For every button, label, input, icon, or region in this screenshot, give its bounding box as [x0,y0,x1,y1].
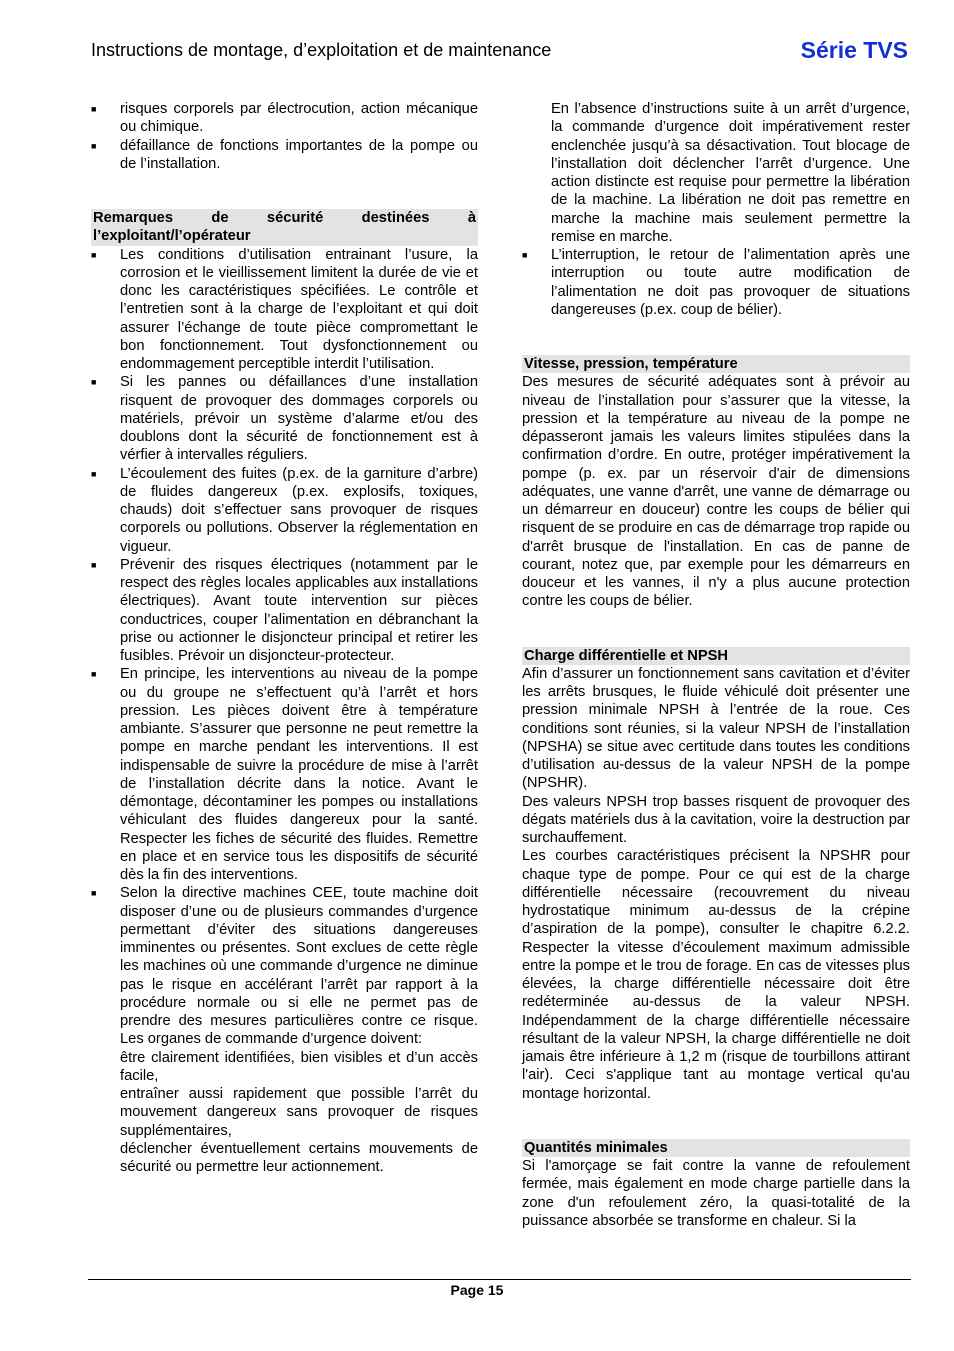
section-heading-speed-pressure: Vitesse, pression, température [522,355,910,373]
section-heading-minimum-flow: Quantités minimales [522,1139,910,1157]
section-heading-npsh: Charge différentielle et NPSH [522,647,910,665]
bullet-square-icon: ■ [91,669,97,680]
list-item: ■ Les conditions d’utilisation entrainant l’usure, la corrosion et le vieillissement limitent la durée de vie et donc les caractéristiques spécifiées. Le contrôle et l’entretien sont à la charge de l’exploitant et qui doit assurer l’échange de toute pièce compromettant le bon fonctionnement. Tout dysfonctionnement ou endommagement perceptible interdit l’utilisation. [91,246,478,372]
speed-pressure-text: Des mesures de sécurité adéquates sont à prévoir au niveau de l’installation pour s’assurer que la vitesse, la pression et la température au niveau de la pompe ne dépasseront jamais les valeurs limites stipulées dans la confirmation d’ordre. En outre, protéger impérativement la pompe (p. ex. par un réservoir d'air de dimensions adéquates, une vanne d'arrêt, une vanne de démarrage ou un démarreur en douceur) contre les coups de bélier qui risquent de se produire en cas de démarrage trop rapide ou d'arrêt brusque de l'installation. En cas de panne de courant, notez que, par exemple pour les démarreurs en douceur et les vannes, il n'y a plus aucune protection contre les coups de bélier. [522,374,910,610]
emergency-requirement-2: entraîner aussi rapidement que possible l’arrêt du mouvement dangereux sans provoquer de risques supplémentaires, [120,1086,478,1139]
section-heading-safety-operator: Remarques de sécurité destinées à l’exploitant/l’opérateur [93,210,476,245]
list-item: ■ L’écoulement des fuites (p.ex. de la garniture d’arbre) de fluides dangereux (p.ex. explosifs, toxiques, chauds) doit s’effectuer sans provoquer de risques corporels ou pollutions. Observer la réglementation en vigueur. [91,465,478,555]
npsh-paragraph-3: Les courbes caractéristiques précisent la NPSHR pour chaque type de pompe. Pour ce qui est de la charge différentielle nécessaire (recouvrement du niveau hydrostatique minimum au-dessus de la crépine d’aspiration de la pompe), consulter le chapitre 6.2.2. Respecter la vitesse d’écoulement maximum admissible entre la pompe et le trou de forage. En cas de vitesses plus élevées, la charge différentielle nécessaire doit être redéterminée au-dessus de la valeur NPSH. Indépendamment de la charge différentielle nécessaire résultant de la valeur NPSH, la charge différentielle ne doit jamais être inférieure à 1,2 m (risque de tourbillons attirant l'air). Ceci s'applique tant au montage vertical qu'au montage horizontal. [522,848,910,1102]
bullet-square-icon: ■ [522,250,528,260]
emergency-stop-continuation: En l’absence d’instructions suite à un arrêt d’urgence, la commande d’urgence doit impérativement rester enclenchée jusqu’à sa désactivation. Tout blocage de l’installation doit déclencher l’arrêt d’urgence. Une action distincte est requise pour permettre la libération de la machine. La libération ne doit pas remettre en marche la machine mais seulement permettre la remise en marche. [551,101,910,245]
list-item: ■ Prévenir des risques électriques (notamment par le respect des règles locales applicables aux installations électriques). Avant toute intervention sur pièces conductrices, couper l’alimentation en débranchant la prise ou actionner le disjoncteur principal et retirer les fusibles. Prévoir un disjoncteur-protecteur. [91,556,478,664]
list-item: ■ En principe, les interventions au niveau de la pompe ou du groupe ne s’effectuent qu’à l’arrêt et hors pression. Les pièces doivent être à température ambiante. S’assurer que personne ne peut remettre la pompe en marche pendant les interventions. Il est indispensable de suivre la procédure de mise à l’arrêt de l’installation décrite dans la notice. Avant le démontage, décontaminer les pompes ou installations véhiculant des fluides dangereux pour la santé. Respecter les fiches de sécurité des fluides. Remettre en place et en service tous les dispositifs de sécurité dès la fin des interventions. [91,666,478,883]
minimum-flow-text: Si l'amorçage se fait contre la vanne de refoulement fermée, mais également en mode charge partielle dans la zone d'un refoulement zéro, la quasi-totalité de la puissance absorbée se transforme en chaleur. Si la [522,1158,910,1229]
list-item: ■ Si les pannes ou défaillances d’une installation risquent de provoquer des dommages corporels ou matériels, prévoir un système d’alarme et/ou des doublons dont la sécurité de fonctionnement est à vérfier à intervalles réguliers. [91,374,478,464]
bullet-square-icon: ■ [91,377,97,388]
bullet-square-icon: ■ [91,559,97,570]
page-number: Page 15 [450,1282,504,1298]
document-title: Instructions de montage, d’exploitation et de maintenance [91,40,552,60]
list-item: ■ L’interruption, le retour de l’alimentation après une interruption ou toute autre modification de l’alimentation ne doit pas provoquer de situations dangereuses (p.ex. coup de bélier). [522,247,910,318]
bullet-square-icon: ■ [91,888,97,899]
list-item: ■ défaillance de fonctions importantes de la pompe ou de l’installation. [91,137,478,172]
bullet-square-icon: ■ [91,140,97,151]
list-item: ■ risques corporels par électrocution, action mécanique ou chimique. [91,101,478,136]
list-item-emergency-stop: ■ Selon la directive machines CEE, toute machine doit disposer d’une ou de plusieurs commandes d’urgence permettant d’éviter des situations dangereuses imminentes ou présentes. Sont exclues de cette règle les machines où une commande d’urgence ne diminue pas le risque en accélérant l’arrêt par rapport à la procédure normale ou si elle ne permet pas de prendre des mesures particulières contre ce risque. Les organes de commande d’urgence doivent: être clairement identifiées, bien visibles et d’un accès facile, entraîner aussi rapidement que possible l’arrêt du mouvement dangereux sans provoquer de risques supplémentaires, déclencher éventuellement certains mouvements de sécurité ou permettre leur actionnement. [91,885,478,1175]
bullet-square-icon: ■ [91,104,97,114]
series-label: Série TVS [800,37,908,63]
npsh-paragraph-2: Des valeurs NPSH trop basses risquent de provoquer des dégats matériels dus à la cavitation, voire la destruction par surchauffement. [522,793,910,846]
bullet-square-icon: ■ [91,249,97,260]
bullet-square-icon: ■ [91,468,97,479]
emergency-requirement-1: être clairement identifiées, bien visibles et d’un accès facile, [120,1049,478,1084]
power-bullet-list [522,246,910,319]
emergency-requirement-3: déclencher éventuellement certains mouvements de sécurité ou permettre leur actionnement. [120,1140,478,1175]
intro-bullet-list [91,100,478,173]
npsh-paragraph-1: Afin d’assurer un fonctionnement sans cavitation et d’éviter les arrêts brusques, le fluide véhiculé doit présenter une pression minimale NPSH à l’entrée de la roue. Ces conditions sont réunies, si la valeur NPSH de l’installation (NPSHA) se situe avec certitude dans toutes les conditions d’utilisation au-dessus de la valeur NPSH de la pompe (NPSHR). [522,665,910,792]
right-column [522,100,910,1230]
left-column [91,100,478,1176]
safety-bullet-list [91,246,478,1177]
footer-divider [88,1279,911,1280]
